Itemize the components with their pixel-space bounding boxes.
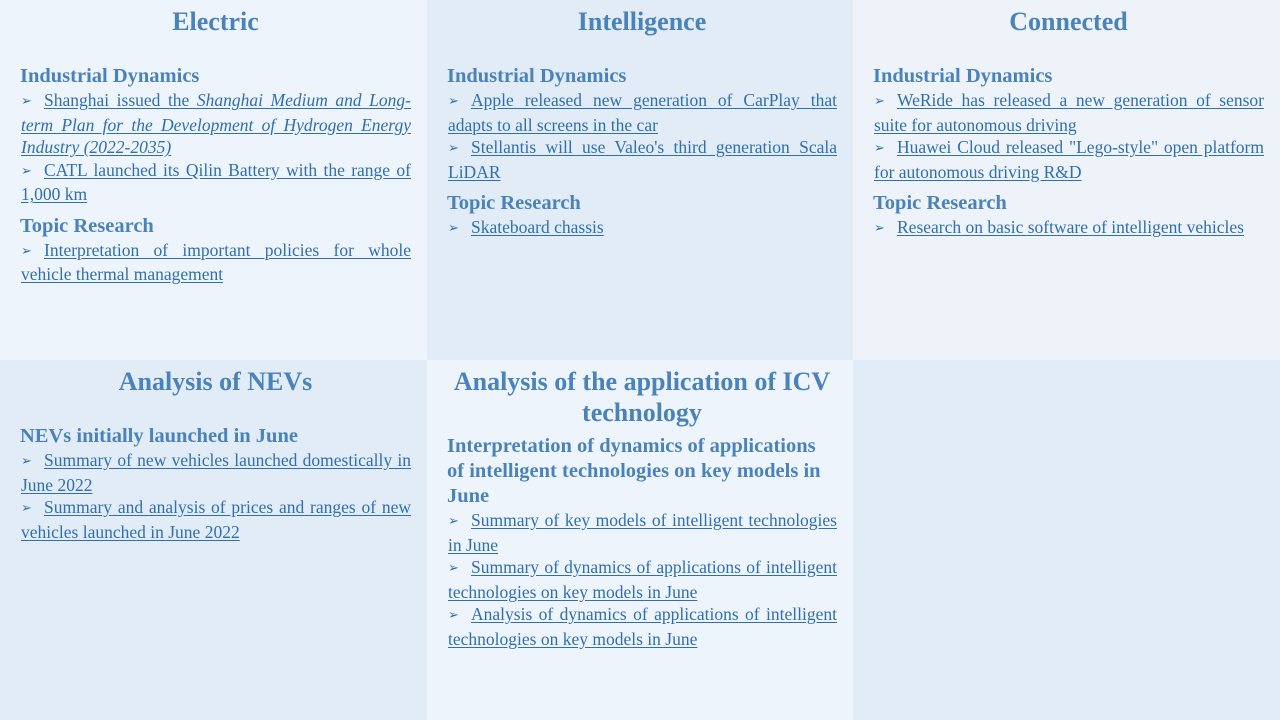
panel-analysis-of-nevs xyxy=(0,360,427,720)
list-industrial-dynamics xyxy=(447,89,837,183)
list-industrial-dynamics xyxy=(873,89,1264,183)
arrow-bullet-icon: ➢ xyxy=(448,221,459,236)
arrow-bullet-icon: ➢ xyxy=(448,514,459,529)
section-heading-industrial-dynamics: Industrial Dynamics xyxy=(873,65,1053,87)
arrow-bullet-icon: ➢ xyxy=(21,163,32,179)
plan-title: Shanghai Medium and Long-term Plan for the Development of Hydrogen Energy Industry (2022-2035) xyxy=(21,90,411,157)
section-heading-industrial-dynamics: Industrial Dynamics xyxy=(20,65,200,87)
link-thermal-management-policies[interactable]: Interpretation of important policies for whole vehicle thermal management xyxy=(21,239,411,284)
link-stellantis-valeo-lidar[interactable]: Stellantis will use Valeo's third generation Scala LiDAR xyxy=(448,137,837,182)
arrow-bullet-icon: ➢ xyxy=(21,501,32,516)
list-item xyxy=(21,449,411,496)
list-item xyxy=(874,136,1264,183)
arrow-bullet-icon: ➢ xyxy=(448,608,459,623)
panel-empty xyxy=(853,360,1280,720)
link-dynamics-summary[interactable]: Summary of dynamics of applications of intelligent technologies on key models in June xyxy=(448,557,837,602)
list-item xyxy=(874,216,1264,241)
arrow-bullet-icon: ➢ xyxy=(21,454,32,469)
link-skateboard-chassis[interactable]: Skateboard chassis xyxy=(471,217,604,237)
list-item xyxy=(448,603,837,650)
list-industrial-dynamics xyxy=(20,89,411,206)
list-item xyxy=(448,556,837,603)
panel-analysis-of-icv xyxy=(427,360,853,720)
link-dynamics-analysis[interactable]: Analysis of dynamics of applications of intelligent technologies on key models in June xyxy=(448,604,837,649)
arrow-bullet-icon: ➢ xyxy=(874,221,885,236)
list-item xyxy=(21,496,411,543)
link-new-vehicles-summary[interactable]: Summary of new vehicles launched domestically in June 2022 xyxy=(21,450,411,495)
arrow-bullet-icon: ➢ xyxy=(874,94,885,109)
link-shanghai-hydrogen-plan[interactable]: Shanghai issued the Shanghai Medium and Long-term Plan for the Development of Hydrogen Energy Industry (2022-2035) xyxy=(21,90,411,157)
link-catl-qilin-battery[interactable]: CATL launched its Qilin Battery with the range of 1,000 km xyxy=(21,159,411,204)
section-heading-nevs-june: NEVs initially launched in June xyxy=(20,425,298,447)
panel-electric xyxy=(0,0,427,360)
link-prices-ranges-analysis[interactable]: Summary and analysis of prices and ranges of new vehicles launched in June 2022 xyxy=(21,497,411,542)
list-item xyxy=(874,89,1264,136)
panel-connected xyxy=(853,0,1280,360)
list-item xyxy=(448,509,837,556)
link-key-models-summary[interactable]: Summary of key models of intelligent technologies in June xyxy=(448,510,837,555)
list-nevs-june xyxy=(20,449,411,543)
panel-intelligence xyxy=(427,0,853,360)
link-huawei-cloud-platform[interactable]: Huawei Cloud released "Lego-style" open platform for autonomous driving R&D xyxy=(874,137,1264,182)
list-item xyxy=(21,89,411,159)
panel-title: Electric xyxy=(172,7,259,36)
panel-title: Intelligence xyxy=(577,7,707,36)
list-item xyxy=(448,89,837,136)
list-topic-research xyxy=(20,239,411,286)
section-heading-topic-research: Topic Research xyxy=(447,192,581,214)
list-topic-research xyxy=(447,216,837,241)
section-heading-intelligent-tech-dynamics: Interpretation of dynamics of applications of intelligent technologies on key models in June xyxy=(447,435,821,507)
arrow-bullet-icon: ➢ xyxy=(448,141,459,156)
link-basic-software-research[interactable]: Research on basic software of intelligent vehicles xyxy=(897,217,1244,237)
list-item xyxy=(21,239,411,286)
arrow-bullet-icon: ➢ xyxy=(21,243,32,259)
list-item xyxy=(448,136,837,183)
panel-title: Analysis of the application of ICV technology xyxy=(453,367,831,427)
link-apple-carplay[interactable]: Apple released new generation of CarPlay that adapts to all screens in the car xyxy=(448,90,837,135)
list-item xyxy=(448,216,837,241)
arrow-bullet-icon: ➢ xyxy=(448,561,459,576)
link-weride-sensor-suite[interactable]: WeRide has released a new generation of sensor suite for autonomous driving xyxy=(874,90,1264,135)
section-heading-topic-research: Topic Research xyxy=(873,192,1007,214)
panel-title: Analysis of NEVs xyxy=(118,367,313,396)
list-intelligent-tech xyxy=(447,509,837,650)
panel-title: Connected xyxy=(1009,7,1128,36)
arrow-bullet-icon: ➢ xyxy=(874,141,885,156)
arrow-bullet-icon: ➢ xyxy=(21,94,32,109)
list-topic-research xyxy=(873,216,1264,241)
arrow-bullet-icon: ➢ xyxy=(448,94,459,109)
section-heading-industrial-dynamics: Industrial Dynamics xyxy=(447,65,627,87)
list-item xyxy=(21,159,411,206)
section-heading-topic-research: Topic Research xyxy=(20,214,154,237)
